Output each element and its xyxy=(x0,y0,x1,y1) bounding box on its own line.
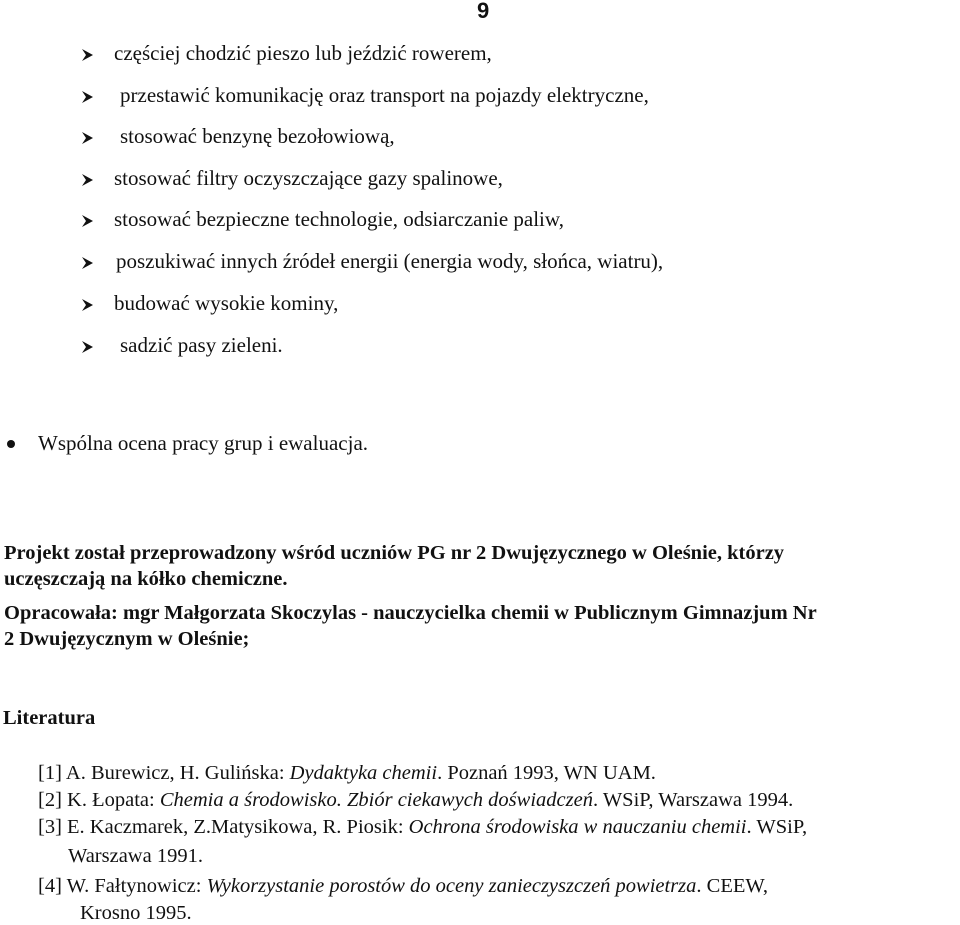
arrow-bullet-icon xyxy=(80,298,94,312)
reference-publisher: . Poznań 1993, WN UAM. xyxy=(437,762,656,784)
arrow-bullet-icon xyxy=(80,340,94,354)
reference-title: Wykorzystanie porostów do oceny zanieczyszczeń powietrza xyxy=(206,875,697,897)
reference-title: Dydaktyka chemii xyxy=(289,762,438,784)
reference-number: [4] xyxy=(38,875,62,897)
page-number: 9 xyxy=(477,0,490,23)
reference-item xyxy=(38,816,807,839)
reference-item xyxy=(38,789,793,812)
reference-title: Ochrona środowiska w nauczaniu chemii xyxy=(408,816,747,838)
author-line: 2 Dwujęzycznym w Oleśnie; xyxy=(4,628,250,650)
project-line: Projekt został przeprowadzony wśród uczniów PG nr 2 Dwujęzycznego w Oleśnie, którzy xyxy=(4,542,785,564)
reference-authors: K. Łopata: xyxy=(67,789,160,811)
bullet-text: Wspólna ocena pracy grup i ewaluacja. xyxy=(38,431,369,455)
literature-heading: Literatura xyxy=(3,707,96,729)
reference-authors: W. Fałtynowicz: xyxy=(66,875,207,897)
list-item-text: przestawić komunikację oraz transport na pojazdy elektryczne, xyxy=(120,83,649,107)
list-item-text: stosować benzynę bezołowiową, xyxy=(120,124,395,148)
reference-title: Chemia a środowisko. Zbiór ciekawych doświadczeń xyxy=(159,789,593,811)
arrow-bullet-icon xyxy=(80,173,94,187)
list-item-text: stosować filtry oczyszczające gazy spalinowe, xyxy=(114,166,503,190)
round-bullet-icon xyxy=(7,440,15,448)
arrow-bullet-icon xyxy=(80,131,94,145)
reference-number: [1] xyxy=(38,762,62,784)
list-item-text: stosować bezpieczne technologie, odsiarczanie paliw, xyxy=(114,207,564,231)
reference-authors: A. Burewicz, H. Gulińska: xyxy=(65,762,290,784)
arrow-bullet-icon xyxy=(80,48,94,62)
reference-authors: E. Kaczmarek, Z.Matysikowa, R. Piosik: xyxy=(67,816,409,838)
reference-item xyxy=(38,762,656,785)
reference-number: [2] xyxy=(38,789,62,811)
arrow-bullet-icon xyxy=(80,256,94,270)
list-item-text: sadzić pasy zieleni. xyxy=(120,333,283,357)
reference-continuation: Warszawa 1991. xyxy=(68,845,203,867)
list-item-text: budować wysokie kominy, xyxy=(114,291,339,315)
arrow-bullet-icon xyxy=(80,90,94,104)
project-line: uczęszczają na kółko chemiczne. xyxy=(4,568,288,590)
reference-continuation: Krosno 1995. xyxy=(80,902,192,924)
reference-publisher: . WSiP, Warszawa 1994. xyxy=(592,789,794,811)
reference-item xyxy=(38,875,768,898)
list-item-text: częściej chodzić pieszo lub jeździć rowerem, xyxy=(114,41,492,65)
reference-publisher: . WSiP, xyxy=(746,816,808,838)
reference-publisher: . CEEW, xyxy=(696,875,768,897)
reference-number: [3] xyxy=(38,816,62,838)
arrow-bullet-icon xyxy=(80,214,94,228)
list-item-text: poszukiwać innych źródeł energii (energia wody, słońca, wiatru), xyxy=(116,249,664,273)
author-line: Opracowała: mgr Małgorzata Skoczylas - nauczycielka chemii w Publicznym Gimnazjum Nr xyxy=(4,602,817,624)
